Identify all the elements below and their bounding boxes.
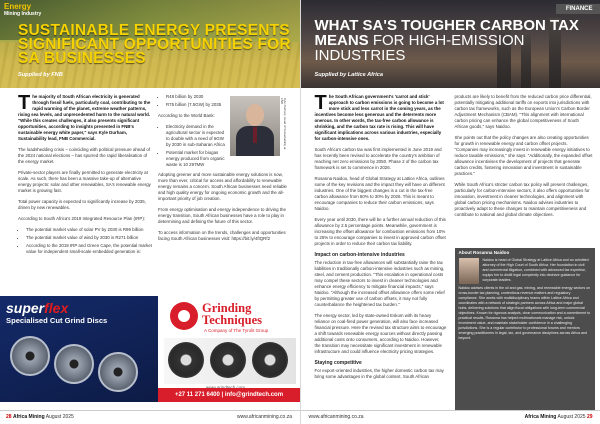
right-footer-mag: Africa Mining	[524, 414, 557, 420]
right-column-1	[315, 94, 447, 385]
right-col2-paragraph-2: She points out that the policy changes are also creating opportunities for growth in renewable energy and carbon offset projects. "Companies may increasingly invest in renewable energy initiatives to reduce taxable emissions," she says. "Additionally, the expanded offset allowance incentivises the development of projects that generate carbon credits, fostering innovation and investment in sustainable practices."	[454, 135, 593, 176]
right-subhead-1: Impact on carbon-intensive industries	[314, 252, 405, 258]
left-intro-text: he majority of South African electricity is generated through fossil fuels, particularly coal, contributing to the rapid warming of the planet, extreme weather patterns, rising sea levels, and unprecedented harm to the natural world. "While this creates challenges, it also presents significant opportunities, according to insights presented in FNB's sustainable energy white paper," says Kyle Durham, Sustainability lead, FNB Commercial.	[18, 94, 151, 141]
grinding-techniques-line2: Techniques	[202, 313, 262, 327]
right-supplied-by: Supplied by Lattice Africa	[314, 72, 383, 78]
list-item: • Potential market for biogas energy produced from organic waste is 10 297MW	[166, 150, 228, 168]
worldbank-list	[158, 124, 228, 168]
list-item: • Electricity demand in the agricultural sector is expected to double with a need of 6GW by 2030 in sub-Saharan Africa	[166, 124, 228, 148]
right-column-2	[455, 94, 593, 223]
disc-icon	[168, 342, 204, 378]
irp-list	[18, 227, 152, 255]
left-article-title: SUSTAINABLE ENERGY PRESENTS SIGNIFICANT OPPORTUNITIES FOR SA BUSINESSES	[18, 22, 291, 67]
left-paragraph-3: Total power capacity is expected to significantly increase by 2035, driven by new renewables.	[18, 199, 146, 210]
right-footer-issue: August 2025	[557, 414, 586, 420]
photo-caption: Kyle Durham, Head of Sustainability at FNB	[280, 98, 287, 150]
grinding-techniques-line1: Grinding	[202, 301, 252, 315]
list-item: • The potential market value of solar PV by 2030 is R99 billion	[26, 227, 152, 233]
grinding-disc-icon	[54, 344, 94, 384]
brand-name: Energy	[4, 2, 32, 11]
left-column-1	[18, 94, 152, 260]
left-footer-issue: August 2025	[45, 414, 74, 420]
grinding-disc-icon	[10, 336, 50, 376]
about-body: Naidoo is head of Global Strategy at Lattice Africa and an admitted attorney of the High Court of South Africa. Her foundation in civil and commercial litigation, combined with advanced tax expertise, equips her to distill legal complexity into decisive guidance for corporate leaders.	[482, 258, 589, 282]
right-paragraph-5: The energy sector, led by state-owned Eskom with its heavy reliance on coal-fired power generation, will also face increased financial pressure. Here the revised tax structure aims to encourage a shift towards renewable energy sources without directly passing additional costs onto consumers, according to Naidoo. However, the transition may necessitate significant investment in renewable infrastructure and could influence electricity pricing strategies.	[314, 313, 447, 354]
left-paragraph-1: The loadshedding crisis – coinciding with political pressure ahead of the 2024 national elections – has spurred the rapid liberalisation of the energy market.	[18, 147, 151, 164]
superflex-logo	[6, 300, 68, 316]
left-column-2-lower	[158, 172, 292, 247]
superflex-advert[interactable]	[0, 296, 158, 402]
grinding-techniques-contact[interactable]: +27 11 271 6400 | info@grindtech.com	[158, 388, 300, 402]
left-header-image	[0, 0, 300, 88]
brand-sub: Mining Industry	[4, 11, 42, 17]
list-item: • R75 billion (7.5GW) by 2035	[166, 102, 228, 108]
about-body-2: Naidoo advises clients in the oil and gas, mining, and renewable energy sectors on cross-border tax planning, contentious revenue matters and regulatory compliance. She works with multidisciplinary teams within Lattice Africa and coordinates with a network of strategic partners across Africa and major global hubs, delivering solutions that align fiscal obligations with long-term commercial objectives. Known for rigorous analysis, clear communication and a commitment to practical results, Rosanna has helped multinationals manage risk, unlock investment value, and maintain stakeholder confidence in a challenging jurisdictions. She is a regular contributor to professional forums and mentors emerging practitioners in legal, tax, and governance disciplines across Africa and beyond.	[458, 286, 591, 340]
rosanna-naidoo-photo	[459, 258, 479, 284]
about-box	[455, 248, 595, 410]
product-discs	[164, 338, 296, 384]
left-paragraph-7: To access information on the trends, challenges and opportunities facing South African businesses visit: https://bit.ly/4fIQRf2	[158, 230, 286, 241]
right-col2-paragraph-3: While South Africa's stricter carbon tax policy will present challenges, particularly for carbon-intensive sectors, it also offers opportunities for innovation, investment in cleaner technologies, and alignment with global carbon pricing mechanisms. Naidoo advises industries to proactively adapt to these changes to maintain competitiveness and contribute to national and global climate objectives.	[454, 182, 590, 217]
list-item: • The potential market value of wind by 2030 is R271 billion	[26, 235, 152, 241]
right-paragraph-3: Every year until 2030, there will be a further annual reduction of this allowance by 2.5 percentage points. Meanwhile, government is increasing the offset allowance for combustion emissions from 10% to 25% to encourage companies to invest in approved carbon offset projects in order to reduce their carbon tax liability.	[314, 217, 446, 246]
worldbank-intro: According to the World Bank:	[158, 113, 215, 118]
list-item: • According to the 2019 IRP and Green Cape, the potential market value for independent small-scale embedded generation is:	[26, 243, 152, 255]
right-col2-paragraph-1: products are likely to benefit from the reduced carbon price differential, potentially mitigating additional tariffs on exports into jurisdictions with carbon tax frameworks, such as the European Union's Carbon Border Adjustment Mechanism (CBAM). "This alignment with international carbon pricing can enhance the global competitiveness of South African goods," says Naidoo.	[454, 94, 592, 129]
right-subhead-2: Staying competitive	[314, 360, 362, 366]
right-footer	[301, 410, 600, 424]
left-dropcap: T	[18, 92, 31, 114]
left-footer-url[interactable]: www.africanmining.co.za	[236, 414, 292, 420]
superflex-logo-a: super	[6, 300, 45, 316]
left-column-2	[158, 94, 228, 173]
grinding-disc-icon	[98, 352, 138, 392]
photo-tie	[253, 127, 257, 143]
right-page	[301, 0, 600, 424]
kyle-durham-photo	[230, 96, 280, 156]
left-page-number: 28	[6, 414, 12, 420]
grinding-techniques-emblem-icon	[170, 302, 198, 330]
left-paragraph-2: Private-sector players are finally permitted to generate electricity at scale. As such, there has been a massive take-up of alternative energy projects: solar and other renewables, SA's renewable energy market is growing fast.	[18, 170, 151, 193]
photo-head	[246, 104, 264, 126]
right-paragraph-4: The reduction in tax-free allowances will substantially raise the tax liabilities in traditionally carbon-intensive industries such as mining, steel, and cement production. "This escalation in operational costs may compel these sectors to invest in cleaner technologies and enhance energy efficiency to mitigate financial impacts," says Naidoo. "Although the increased offset allowance offers some relief by permitting greater use of carbon offsets, it may not fully counterbalance the heightened tax burden."	[314, 260, 445, 307]
right-title-bold: WHAT SA'S TOUGHER CARBON TAX MEANS	[314, 17, 579, 49]
brand-logo	[4, 2, 41, 17]
left-intro	[18, 94, 152, 142]
left-footer	[0, 410, 300, 424]
right-page-number: 29	[586, 414, 593, 420]
left-paragraph-4: According to South Africa's 2019 Integrated Resource Plan (IRP):	[18, 216, 146, 221]
left-paragraph-5: Adopting greener and more sustainable energy solutions is now, more than ever, critical for access and affordability to renewable energy remains a concern. South African businesses need reliable and high quality energy for ongoing economic growth and the all-important priority of job creation.	[158, 172, 287, 201]
disc-icon	[210, 342, 246, 378]
section-label: FINANCE	[556, 4, 600, 14]
ssg-list	[158, 94, 228, 108]
superflex-tagline: Specialised Cut Grind Discs	[6, 316, 108, 325]
left-supplied-by: Supplied by FNB	[18, 72, 63, 78]
right-article-title	[315, 18, 595, 63]
left-paragraph-6: From energy optimisation and energy independence to driving the energy transition, South African businesses have a role to play in determining and defining the future of this sector.	[158, 207, 286, 224]
about-heading: About Rosanna Naidoo	[458, 250, 510, 255]
list-item: • R48 billion by 2030	[166, 94, 228, 100]
left-footer-mag: Africa Mining	[12, 414, 45, 420]
disc-icon	[252, 342, 288, 378]
grinding-techniques-advert[interactable]	[158, 296, 300, 402]
right-footer-url[interactable]: www.africanmining.co.za	[308, 414, 364, 420]
right-intro-text: he South African government's 'carrot and stick' approach to carbon emissions is going to become a lot more stick and less carrot in the coming years, as the incentives become less generous and the deterrents more onerous. In other words, the tax-free carbon allowance is shrinking, and the carbon tax rate is rising. This will have significant implications across various industries, especially for carbon-intensive ones.	[314, 94, 444, 141]
grinding-techniques-group: A Company of The Tyrolit Group	[204, 328, 269, 333]
right-paragraph-2: Rosanna Naidoo, head of Global Strategy at Lattice Africa, outlines some of the key revisions and the impact they will have on different industries. One of the biggest changes is a cut in the tax-free carbon allowance from 60% to 30% by 2026. This is meant to encourage companies to reduce their carbon emissions, says Naidoo.	[314, 176, 445, 211]
right-header-image	[301, 0, 600, 88]
right-paragraph-1: South Africa's carbon tax was first implemented in June 2019 and has recently been revised to accelerate the country's ambition of reaching net zero emissions by 2050. Phase 2 of the carbon tax framework is set to commence in 2026.	[314, 147, 442, 170]
superflex-logo-b: flex	[44, 300, 69, 316]
right-title-light: FOR HIGH-EMISSION INDUSTRIES	[314, 32, 525, 64]
right-dropcap: T	[314, 92, 327, 114]
right-paragraph-6: For export-oriented industries, the higher domestic carbon tax may bring some advantages in the global context. South African	[314, 368, 444, 379]
right-intro	[315, 94, 447, 142]
